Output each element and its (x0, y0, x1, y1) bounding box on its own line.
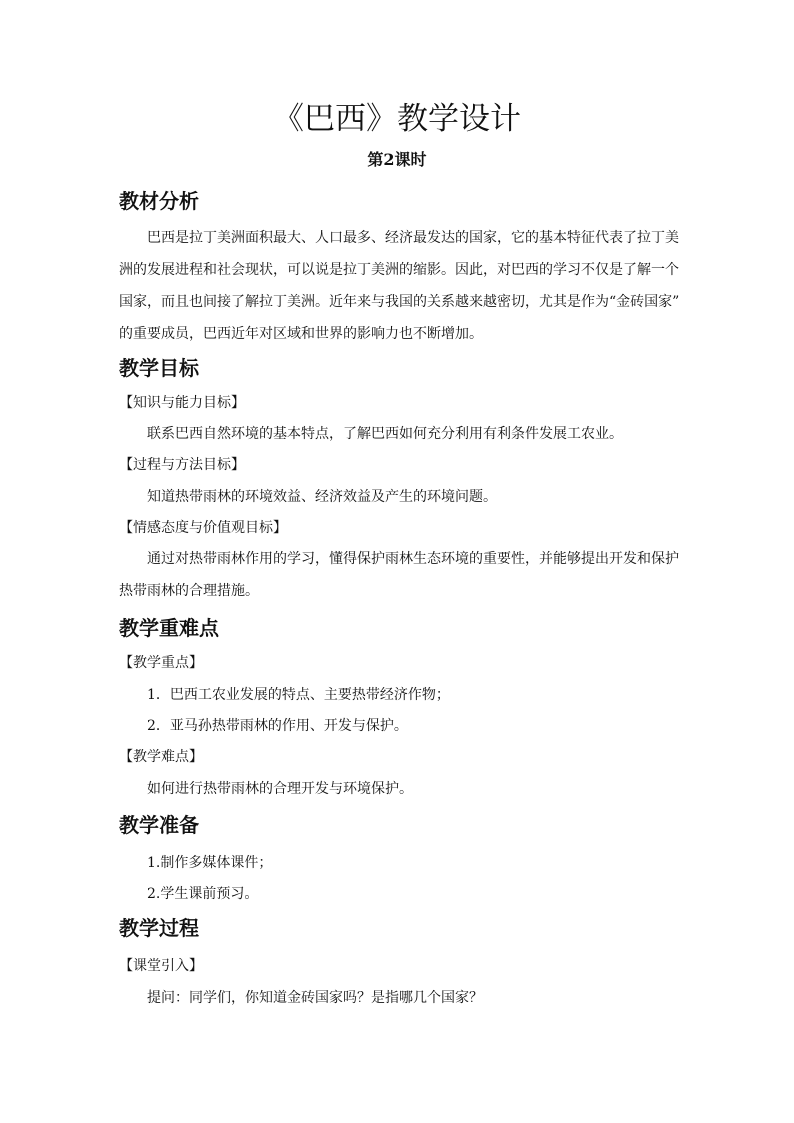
analysis-line: 国家，而且也间接了解拉丁美洲。近年来与我国的关系越来越密切，尤其是作为“金砖国家” (119, 294, 680, 310)
process-goal-text: 知道热带雨林的环境效益、经济效益及产生的环境问题。 (147, 489, 497, 505)
focus-item: 1．巴西工农业发展的特点、主要热带经济作物； (147, 687, 450, 703)
focus-label: 【教学重点】 (119, 655, 203, 671)
knowledge-goal-text: 联系巴西自然环境的基本特点，了解巴西如何充分利用有利条件发展工农业。 (147, 426, 623, 442)
emotion-goal-paragraph (119, 543, 677, 607)
process-goal-label: 【过程与方法目标】 (119, 457, 245, 473)
heading-key-points: 教学重难点 (119, 616, 219, 640)
emotion-goal-line: 热带雨林的合理措施。 (119, 583, 259, 599)
knowledge-goal-label: 【知识与能力目标】 (119, 395, 245, 411)
analysis-line: 巴西是拉丁美洲面积最大、人口最多、经济最发达的国家，它的基本特征代表了拉丁美 (147, 230, 679, 246)
intro-text: 提问：同学们，你知道金砖国家吗？是指哪几个国家？ (147, 990, 483, 1006)
heading-process: 教学过程 (119, 916, 199, 940)
analysis-paragraph (119, 222, 680, 350)
preparation-item: 2.学生课前预习。 (147, 886, 259, 902)
heading-goals: 教学目标 (119, 356, 199, 380)
document-title: 《巴西》教学设计 (273, 101, 521, 137)
heading-analysis: 教材分析 (119, 189, 199, 213)
heading-preparation: 教学准备 (119, 813, 199, 837)
emotion-goal-label: 【情感态度与价值观目标】 (119, 520, 287, 536)
document-subtitle: 第2课时 (367, 150, 427, 169)
difficulty-text: 如何进行热带雨林的合理开发与环境保护。 (147, 781, 413, 797)
intro-label: 【课堂引入】 (119, 958, 203, 974)
emotion-goal-line: 通过对热带雨林作用的学习，懂得保护雨林生态环境的重要性，并能够提出开发和保护 (147, 551, 679, 567)
analysis-line: 洲的发展进程和社会现状，可以说是拉丁美洲的缩影。因此，对巴西的学习不仅是了解一个 (119, 262, 679, 278)
difficulty-label: 【教学难点】 (119, 749, 203, 765)
focus-item: 2．亚马孙热带雨林的作用、开发与保护。 (147, 718, 408, 734)
preparation-item: 1.制作多媒体课件； (147, 855, 273, 871)
analysis-line: 的重要成员，巴西近年对区域和世界的影响力也不断增加。 (119, 326, 483, 342)
